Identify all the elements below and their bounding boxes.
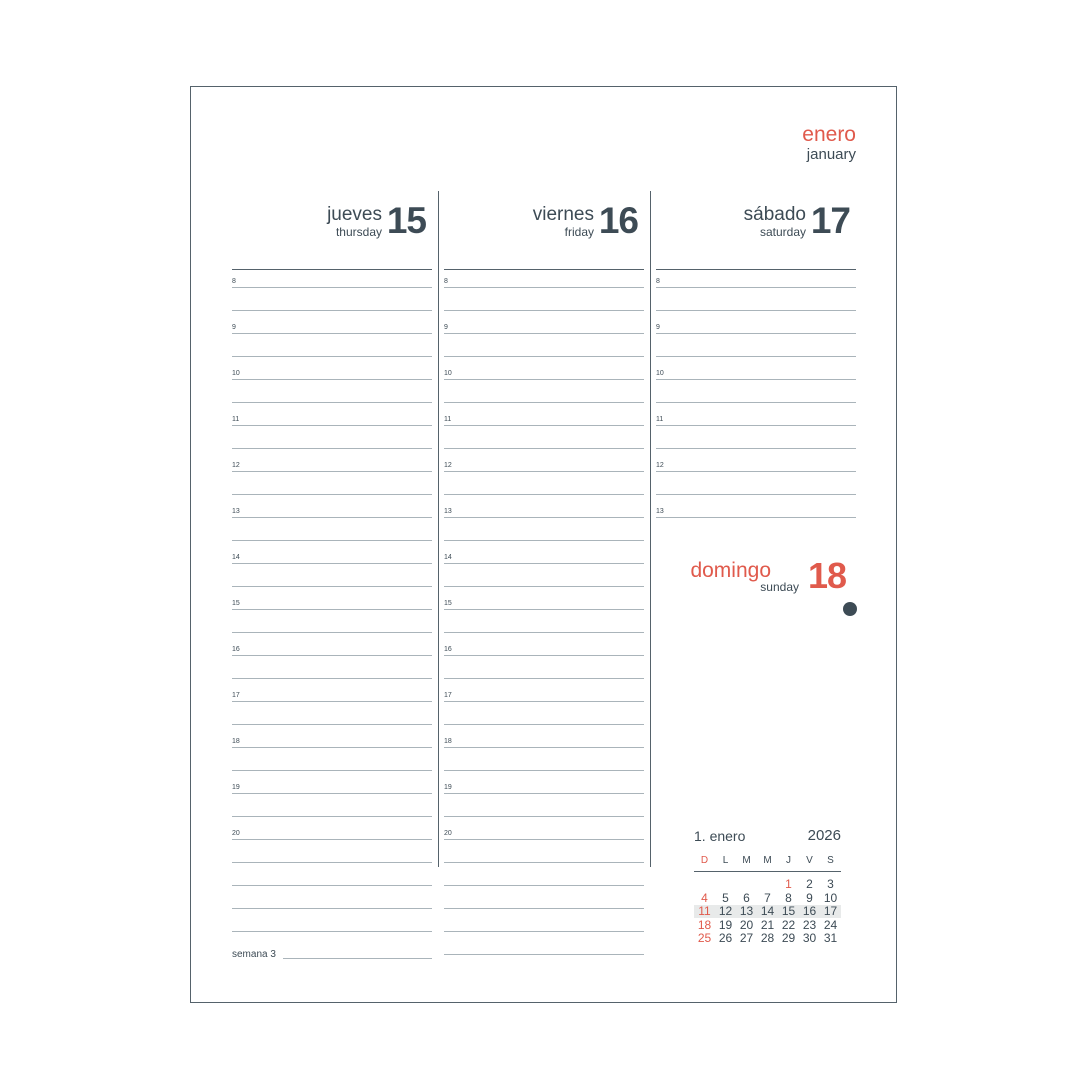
writing-line <box>444 885 644 886</box>
mini-calendar-day: 8 <box>785 890 792 905</box>
day-name-english: thursday <box>335 225 382 239</box>
writing-line <box>444 793 644 794</box>
writing-line <box>232 816 432 817</box>
day-header <box>232 191 432 261</box>
mini-calendar-day: 6 <box>743 890 750 905</box>
day-name-spanish: jueves <box>327 204 382 225</box>
writing-line <box>444 448 644 449</box>
week-note-line <box>283 958 432 959</box>
writing-line <box>444 402 644 403</box>
writing-line <box>444 862 644 863</box>
writing-line <box>444 494 644 495</box>
day-number: 17 <box>810 200 850 241</box>
writing-line <box>232 448 432 449</box>
hour-label: 18 <box>232 738 240 745</box>
hour-label: 14 <box>232 554 240 561</box>
writing-line <box>444 632 644 633</box>
mini-calendar-day: 10 <box>823 890 838 905</box>
mini-calendar-day: 28 <box>760 931 775 946</box>
writing-line <box>656 425 856 426</box>
mini-calendar-weekday: D <box>700 855 709 866</box>
mini-calendar-day: 22 <box>781 917 796 932</box>
writing-line <box>656 310 856 311</box>
hour-label: 14 <box>444 554 452 561</box>
hour-label: 11 <box>444 416 452 423</box>
month-spanish: enero <box>802 123 856 146</box>
mini-calendar-day: 2 <box>806 877 813 891</box>
mini-calendar-day: 11 <box>698 904 711 919</box>
mini-calendar-day: 4 <box>701 890 708 905</box>
hour-label: 16 <box>444 646 452 653</box>
writing-line <box>444 931 644 932</box>
writing-line <box>232 862 432 863</box>
day-header-rule <box>232 269 432 270</box>
hour-label: 9 <box>656 324 660 331</box>
writing-line <box>444 425 644 426</box>
writing-line <box>232 931 432 932</box>
writing-line <box>232 379 432 380</box>
writing-line <box>232 793 432 794</box>
mini-calendar-day: 25 <box>697 931 712 946</box>
mini-calendar-day: 16 <box>802 904 817 919</box>
mini-calendar-day: 14 <box>760 904 775 919</box>
writing-line <box>656 333 856 334</box>
writing-line <box>232 310 432 311</box>
week-label: semana 3 <box>232 949 276 960</box>
mini-calendar-weekday: J <box>786 855 791 866</box>
writing-line <box>444 839 644 840</box>
hour-label: 8 <box>444 278 448 285</box>
day-header-rule <box>444 269 644 270</box>
day-number: 16 <box>598 200 638 241</box>
hour-label: 11 <box>656 416 664 423</box>
day-column-thursday <box>232 191 432 991</box>
writing-line <box>444 724 644 725</box>
mini-calendar-day: 19 <box>718 917 733 932</box>
writing-line <box>232 356 432 357</box>
writing-line <box>444 586 644 587</box>
hour-label: 12 <box>656 462 664 469</box>
hour-label: 13 <box>656 508 664 515</box>
writing-line <box>444 747 644 748</box>
writing-line <box>232 287 432 288</box>
hour-label: 15 <box>232 600 240 607</box>
hour-label: 12 <box>232 462 240 469</box>
writing-line <box>444 310 644 311</box>
hour-label: 13 <box>444 508 452 515</box>
hour-label: 8 <box>656 278 660 285</box>
mini-calendar-weekday: L <box>722 855 729 866</box>
hour-label: 19 <box>232 784 240 791</box>
mini-calendar-title: 1. enero <box>694 828 746 844</box>
hour-label: 18 <box>444 738 452 745</box>
writing-line <box>444 333 644 334</box>
day-number: 15 <box>386 200 426 241</box>
day-header-rule <box>656 269 856 270</box>
writing-line <box>656 356 856 357</box>
writing-line <box>232 540 432 541</box>
writing-line <box>444 563 644 564</box>
day-header <box>656 191 856 261</box>
mini-calendar-weekday: S <box>827 855 834 866</box>
day-column-friday <box>444 191 644 991</box>
mini-calendar-weekday: M <box>742 855 751 866</box>
writing-line <box>232 885 432 886</box>
writing-line <box>232 586 432 587</box>
planner-page <box>190 86 897 1003</box>
hour-label: 12 <box>444 462 452 469</box>
month-english: january <box>806 146 856 163</box>
mini-calendar-day: 1 <box>785 877 792 891</box>
mini-calendar-day: 24 <box>823 917 838 932</box>
day-name-spanish: sábado <box>743 204 806 225</box>
writing-line <box>232 333 432 334</box>
hour-label: 11 <box>232 416 240 423</box>
writing-line <box>444 287 644 288</box>
sunday-name-english: sunday <box>760 580 799 594</box>
writing-line <box>444 379 644 380</box>
writing-line <box>232 494 432 495</box>
sunday-dot <box>843 602 857 616</box>
writing-line <box>232 747 432 748</box>
column-divider <box>438 191 439 867</box>
writing-line <box>232 839 432 840</box>
mini-calendar-day: 15 <box>781 904 796 919</box>
mini-calendar-day: 17 <box>823 904 838 919</box>
writing-line <box>232 609 432 610</box>
mini-calendar-day: 7 <box>764 890 771 905</box>
writing-line <box>232 517 432 518</box>
writing-line <box>232 724 432 725</box>
hour-label: 16 <box>232 646 240 653</box>
mini-calendar-day: 13 <box>739 904 754 919</box>
writing-line <box>232 655 432 656</box>
mini-calendar-day: 31 <box>823 931 838 946</box>
hour-label: 10 <box>232 370 240 377</box>
mini-calendar-rule <box>694 871 841 872</box>
mini-calendar-day: 20 <box>739 917 754 932</box>
writing-line <box>444 701 644 702</box>
writing-line <box>444 655 644 656</box>
mini-calendar-day: 27 <box>739 931 754 946</box>
writing-line <box>656 287 856 288</box>
hour-label: 20 <box>444 830 452 837</box>
hour-label: 19 <box>444 784 452 791</box>
hour-label: 15 <box>444 600 452 607</box>
writing-line <box>444 908 644 909</box>
hour-label: 17 <box>232 692 240 699</box>
writing-line <box>232 402 432 403</box>
mini-calendar-day: 3 <box>827 877 834 891</box>
writing-line <box>656 517 856 518</box>
writing-line <box>444 678 644 679</box>
mini-calendar-day: 18 <box>697 917 712 932</box>
day-name-spanish: viernes <box>532 204 594 225</box>
writing-line <box>232 678 432 679</box>
hour-label: 13 <box>232 508 240 515</box>
mini-calendar-day: 12 <box>718 904 733 919</box>
mini-calendar-day: 29 <box>781 931 796 946</box>
writing-line <box>656 471 856 472</box>
mini-calendar-day: 30 <box>802 931 817 946</box>
column-divider <box>650 191 651 867</box>
mini-calendar-weekday: M <box>763 855 772 866</box>
mini-calendar-day: 9 <box>806 890 813 905</box>
writing-line <box>232 425 432 426</box>
writing-line <box>656 402 856 403</box>
writing-line <box>656 379 856 380</box>
mini-calendar-day: 26 <box>718 931 733 946</box>
writing-line <box>444 517 644 518</box>
mini-calendar-day: 21 <box>760 917 775 932</box>
writing-line <box>232 563 432 564</box>
mini-calendar-year: 2026 <box>807 827 841 844</box>
hour-label: 20 <box>232 830 240 837</box>
day-name-english: saturday <box>759 225 806 239</box>
mini-calendar-day: 5 <box>722 890 729 905</box>
writing-line <box>232 471 432 472</box>
sunday-number: 18 <box>808 555 847 596</box>
mini-calendar-weekday: V <box>806 855 813 866</box>
hour-label: 9 <box>232 324 236 331</box>
writing-line <box>444 471 644 472</box>
writing-line <box>232 908 432 909</box>
sunday-name-spanish: domingo <box>690 559 771 582</box>
writing-line <box>444 356 644 357</box>
day-name-english: friday <box>564 225 594 239</box>
writing-line <box>232 770 432 771</box>
day-header <box>444 191 644 261</box>
hour-label: 10 <box>444 370 452 377</box>
writing-line <box>656 448 856 449</box>
writing-line <box>444 609 644 610</box>
writing-line <box>444 954 644 955</box>
hour-label: 9 <box>444 324 448 331</box>
hour-label: 10 <box>656 370 664 377</box>
mini-calendar-day: 23 <box>802 917 817 932</box>
writing-line <box>656 494 856 495</box>
writing-line <box>444 770 644 771</box>
writing-line <box>444 540 644 541</box>
writing-line <box>232 701 432 702</box>
hour-label: 17 <box>444 692 452 699</box>
hour-label: 8 <box>232 278 236 285</box>
writing-line <box>232 632 432 633</box>
writing-line <box>444 816 644 817</box>
